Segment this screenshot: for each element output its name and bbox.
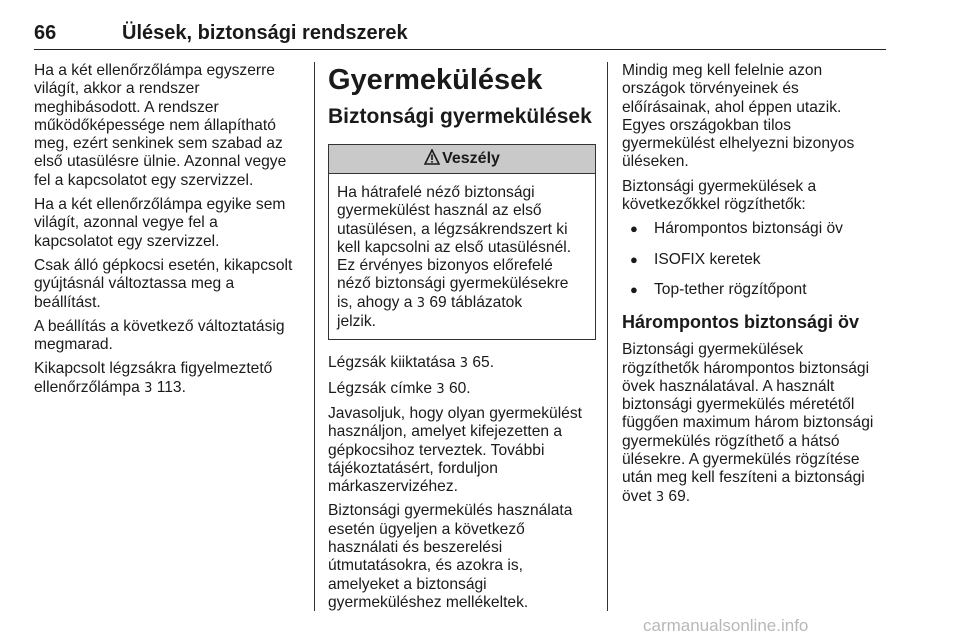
watermark: carmanualsonline.info (643, 616, 809, 635)
paragraph-text: Kikapcsolt légzsákra figyelmeztető ellenőrzőlámpa (34, 360, 273, 396)
bullet-icon: ● (630, 221, 638, 237)
column-3 (622, 62, 890, 513)
warning-body (329, 174, 595, 339)
airbag-deactivation-line (328, 354, 596, 373)
list-item-text: Top-tether rögzítőpont (654, 280, 807, 298)
airbag-label-line (328, 380, 596, 399)
paragraph-with-reference (622, 341, 890, 507)
paragraph: Javasoljuk, hogy olyan gyermekülést használjon, amelyet kifejezetten a gépkocsihoz terveztek. További tájékoztatásért, forduljon márkaszervizéhez. (328, 404, 582, 496)
paragraph-with-reference (34, 360, 304, 398)
paragraph: A beállítás a következő változtatásig megmarad. (34, 317, 285, 354)
bullet-icon: ● (630, 281, 638, 297)
page-reference-arrow-icon: 3 (655, 489, 665, 505)
warning-triangle-icon (424, 149, 440, 165)
list-item (622, 251, 890, 269)
page-number: 66 (34, 22, 57, 44)
paragraph: Mindig meg kell felelnie azon országok törvényeinek és előírásainak, ahol éppen utazik. Egyes országokban tilos gyermekülést elhelyezni bizonyos üléseken. (622, 62, 855, 171)
section-heading: Gyermekülések (328, 64, 543, 96)
page-reference-arrow-icon: 3 (416, 295, 426, 311)
header-rule (34, 49, 886, 50)
bullet-icon: ● (630, 251, 638, 267)
subsection-heading: Biztonsági gyermekülések (328, 105, 592, 128)
line-text: Légzsák címke (328, 379, 437, 397)
line-text: Légzsák kiiktatása (328, 354, 460, 372)
list-item-text: ISOFIX keretek (654, 250, 761, 268)
subsection-heading: Hárompontos biztonsági öv (622, 312, 860, 333)
page-reference-arrow-icon: 3 (459, 356, 469, 372)
paragraph: Csak álló gépkocsi esetén, kikapcsolt gyújtásnál változtassa meg a beállítást. (34, 256, 293, 311)
paragraph: Ha a két ellenőrzőlámpa egyszerre világít, akkor a rendszer meghibásodott. A rendszer működőképessége nem állapítható meg, ezért senkinek sem szabad az első utasülésre ülnie. Azonnal vegye fel a kapcsolatot egy szervizzel. (34, 62, 287, 189)
column-divider-2 (607, 62, 608, 611)
paragraph: Biztonsági gyermekülések a következőkkel rögzíthetők: (622, 177, 817, 214)
column-2 (328, 62, 596, 618)
column-divider-1 (314, 62, 315, 611)
paragraph-text: Biztonsági gyermekülések rögzíthetők hárompontos biztonsági övek használatával. A használt biztonsági gyermekülés méretétől függően maximum három biztonsági gyermekülés rögzíthető a hátsó ülésekre. A gyermekülés rögzítése után meg kell feszíteni a biztonsági övet (622, 341, 874, 505)
warning-text-end: 69 táblázatok jelzik. (337, 293, 523, 331)
list-item (622, 220, 890, 238)
column-1 (34, 62, 304, 404)
warning-header (329, 145, 595, 174)
paragraph: Biztonsági gyermekülés használata esetén ügyeljen a következő használati és beszerelési útmutatásokra, és azokra is, amelyeket a biztonsági gyermeküléshez mellékeltek. (328, 502, 573, 611)
warning-text: Ha hátrafelé néző biztonsági gyermekülést használ az első utasülésen, a légzsákrendszert ki kell kapcsolni az első utasülésnél. Ez érvényes bizonyos előrefelé néző biztonsági gyermekülésekre is, ahogy a (337, 184, 572, 311)
reference-page: 60. (444, 379, 471, 397)
page-title: Ülések, biztonsági rendszerek (122, 22, 408, 44)
reference-page: 65. (468, 354, 495, 372)
page-reference-arrow-icon: 3 (436, 381, 445, 397)
page-reference-arrow-icon: 3 (144, 380, 153, 396)
paragraph: Ha a két ellenőrzőlámpa egyike sem világít, azonnal vegye fel a kapcsolatot egy szervizzel. (34, 196, 286, 250)
reference-page: 69. (664, 487, 691, 505)
reference-page: 113. (152, 378, 186, 396)
warning-title: Veszély (442, 150, 500, 167)
list-item-text: Hárompontos biztonsági öv (654, 220, 843, 238)
danger-warning-box (328, 144, 596, 340)
list-item (622, 281, 890, 299)
page-header (34, 22, 886, 50)
